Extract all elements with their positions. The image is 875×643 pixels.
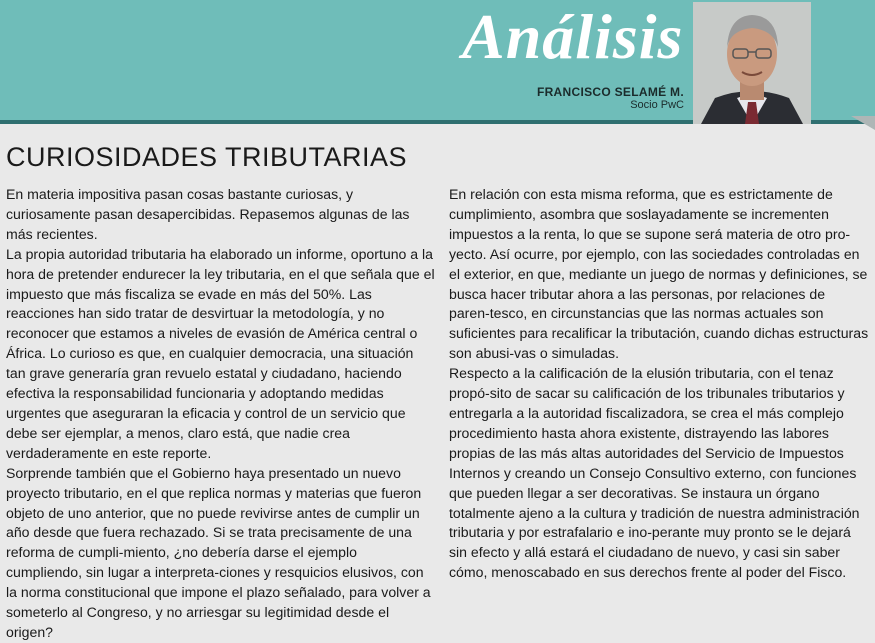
author-name: FRANCISCO SELAMÉ M. — [536, 85, 684, 99]
author-photo — [693, 2, 811, 124]
article-title: CURIOSIDADES TRIBUTARIAS — [6, 142, 408, 172]
article-column-right — [449, 185, 869, 583]
paragraph: Sorprende también que el Gobierno haya presentado un nuevo proyecto tributario, en el que replica normas y materias que fueron objeto de uno anterior, que no puede revivirse antes de cumplir un año desde que fuera rechazado. Si se trata precisamente de una reforma de cumpli-miento, ¿no debería darse el ejemplo cumpliendo, sin lugar a interpreta-ciones y resquicios elusivos, con la norma constitucional que impone el plazo señalado, para volver a someterlo al Congreso, y no arriesgar su legitimidad desde el origen? — [6, 464, 431, 640]
paragraph: Respecto a la calificación de la elusión tributaria, con el tenaz propó-sito de sacar su calificación de los tribunales tributarios y entregarla a la autoridad fiscalizadora, se crea el más complejo procedimiento hasta ahora existente, distrayendo las labores propias de las más altas autoridades del Servicio de Impuestos Internos y creando un Consejo Consultivo externo, con funciones que pueden llegar a ser decorativas. Se instaura un órgano totalmente ajeno a la cultura y tradición de nuestra administración tributaria y por estrafalario e ino-perante muy pronto se le dejará sin efecto y allá estará el ciudadano de nuevo, y casi sin saber cómo, menoscabado en sus derechos frente al poder del Fisco. — [449, 365, 860, 581]
paragraph: La propia autoridad tributaria ha elaborado un informe, oportuno a la hora de pretender endurecer la ley tributaria, en el que señala que el impuesto que más fiscaliza se evade en más del 50%. Las reacciones han sido tratar de desvirtuar la metodología, y no reconocer que estamos a niveles de evasión de América central o África. Lo curioso es que, en cualquier democracia, una situación tan grave generaría gran revuelo estatal y ciudadano, haciendo efectiva la responsabilidad funcionaria y adoptando medidas urgentes que aseguraran la eficacia y control de un servicio que debe ser ejemplar, a menos, claro está, que nadie crea verdaderamente en este reporte. — [6, 245, 435, 461]
page-fold — [851, 116, 875, 130]
author-role: Socio PwC — [630, 99, 684, 111]
paragraph: En relación con esta misma reforma, que es estrictamente de cumplimiento, asombra que soslayadamente se incrementen impuestos a la renta, lo que se supone será materia de otro pro-yecto. Así ocurre, por ejemplo, con las sociedades controladas en el exterior, en que, mediante un juego de normas y definiciones, se busca hacer tributar ahora a las personas, por relaciones de paren-tesco, en circunstancias que las normas actuales son suficientes para recalificar la tributación, cuando dichas estructuras son abusi-vas o simuladas. — [449, 186, 869, 362]
paragraph: En materia impositiva pasan cosas bastante curiosas, y curiosamente pasan desapercibidas. Repasemos algunas de las más recientes. — [6, 186, 410, 242]
section-title: Análisis — [462, 1, 684, 72]
article-column-left — [6, 185, 436, 643]
header-banner — [0, 0, 875, 124]
